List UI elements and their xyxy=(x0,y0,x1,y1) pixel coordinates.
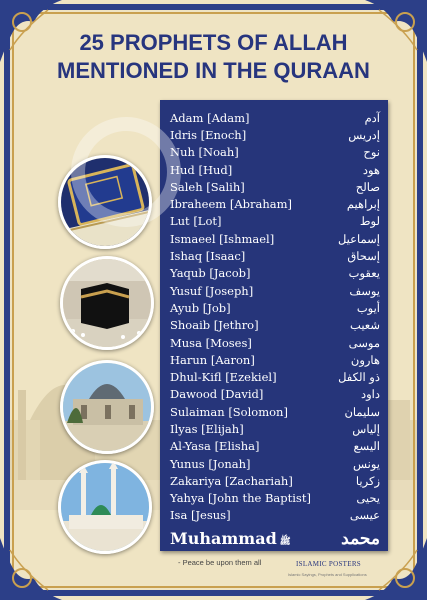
prophet-name-ar: شعيب xyxy=(350,318,380,333)
list-item xyxy=(170,403,380,420)
prophet-name-ar: اليسع xyxy=(353,439,380,454)
title-line-1: 25 PROPHETS OF ALLAH xyxy=(79,30,348,55)
prophet-name-en: Yunus [Jonah] xyxy=(170,456,251,471)
prophet-name-en xyxy=(170,529,291,549)
prophet-name-en: Sulaiman [Solomon] xyxy=(170,404,288,419)
prophet-name-en: Nuh [Noah] xyxy=(170,145,239,160)
list-item xyxy=(170,472,380,489)
prophet-name-en: Isa [Jesus] xyxy=(170,508,231,523)
list-item xyxy=(170,420,380,437)
prophet-name-en: Hud [Hud] xyxy=(170,162,233,177)
prophet-name-en: Yusuf [Joseph] xyxy=(170,283,254,298)
title-line-2: MENTIONED IN THE QURAAN xyxy=(57,58,370,83)
brand-logo: ISLAMIC POSTERS xyxy=(296,560,361,568)
prophet-name-ar: هود xyxy=(362,162,380,177)
list-item xyxy=(170,490,380,507)
prophet-name-en: Shoaib [Jethro] xyxy=(170,318,259,333)
prophet-name-ar: زكريا xyxy=(355,473,380,488)
prophet-name-ar: يونس xyxy=(352,456,380,471)
prophet-name-en: Yaqub [Jacob] xyxy=(170,266,251,281)
prophet-name-ar: يعقوب xyxy=(348,266,380,281)
prophet-name-ar: إسماعيل xyxy=(337,231,380,246)
prophet-name-en: Idris [Enoch] xyxy=(170,127,247,142)
prophet-name-en: Dhul-Kifl [Ezekiel] xyxy=(170,370,277,385)
prophet-name-ar: عيسى xyxy=(349,508,380,523)
prophet-name-en: Zakariya [Zachariah] xyxy=(170,473,293,488)
list-item xyxy=(170,299,380,316)
prophet-name-en: Lut [Lot] xyxy=(170,214,222,229)
list-item xyxy=(170,247,380,264)
prophet-name-ar: محمد xyxy=(341,529,380,550)
brand-subtitle: Islamic Sayings, Prophets and Supplications xyxy=(288,572,367,577)
pbuh-symbol: ﷺ xyxy=(279,537,291,548)
list-item xyxy=(170,144,380,161)
prophet-name-en: Musa [Moses] xyxy=(170,335,252,350)
green-dome-icon xyxy=(61,463,149,551)
list-item xyxy=(170,161,380,178)
prophet-name-ar: إلياس xyxy=(352,421,380,436)
prophet-name-ar: لوط xyxy=(359,214,380,229)
list-item xyxy=(170,455,380,472)
prophet-name-ar: ذو الكفل xyxy=(338,370,380,385)
corner-ornament-icon xyxy=(0,538,62,600)
prophet-name-ar: موسى xyxy=(348,335,380,350)
prophet-name-en: Ilyas [Elijah] xyxy=(170,421,244,436)
list-item xyxy=(170,230,380,247)
mosque-dome-icon xyxy=(63,363,151,451)
poster-title xyxy=(30,29,397,85)
prophet-name-ar: أيوب xyxy=(356,300,380,315)
prophet-name-ar: هارون xyxy=(350,352,380,367)
prophet-name-ar: إدريس xyxy=(348,127,380,142)
list-item xyxy=(170,368,380,385)
prophet-name-en: Al-Yasa [Elisha] xyxy=(170,439,260,454)
prophet-name-ar: سليمان xyxy=(344,404,380,419)
list-item xyxy=(170,282,380,299)
list-item xyxy=(170,265,380,282)
prophet-name-ar: يحيى xyxy=(356,491,380,506)
prophet-name-en: Harun [Aaron] xyxy=(170,352,255,367)
prophet-name-ar: يوسف xyxy=(349,283,380,298)
list-item xyxy=(170,438,380,455)
prophet-name-ar: آدم xyxy=(364,110,380,125)
prophet-name-ar: نوح xyxy=(363,145,380,160)
list-item xyxy=(170,507,380,524)
prophet-name-en: Yahya [John the Baptist] xyxy=(170,491,311,506)
dome-of-rock-image xyxy=(60,360,154,454)
peace-footnote: - Peace be upon them all xyxy=(178,558,262,567)
list-item xyxy=(170,386,380,403)
prophets-mosque-image xyxy=(58,460,152,554)
prophet-name-ar: إسحاق xyxy=(347,249,380,264)
list-item xyxy=(170,195,380,212)
prophet-name-en: Saleh [Salih] xyxy=(170,179,245,194)
list-item-muhammad xyxy=(170,527,380,551)
list-item xyxy=(170,109,380,126)
list-item xyxy=(170,126,380,143)
list-item xyxy=(170,317,380,334)
list-item xyxy=(170,213,380,230)
prophet-name-ar: صالح xyxy=(355,179,380,194)
prophet-name-en: Ayub [Job] xyxy=(170,300,231,315)
prophet-name-en: Dawood [David] xyxy=(170,387,264,402)
muhammad-name: Muhammad xyxy=(170,529,277,549)
kaaba-image xyxy=(60,256,154,350)
prophets-list xyxy=(170,109,380,551)
list-item xyxy=(170,351,380,368)
list-item xyxy=(170,334,380,351)
prophet-name-en: Adam [Adam] xyxy=(170,110,250,125)
kaaba-icon xyxy=(63,259,151,347)
prophet-name-ar: إبراهيم xyxy=(346,197,380,212)
prophet-name-en: Ismaeel [Ishmael] xyxy=(170,231,275,246)
prophet-name-ar: داود xyxy=(361,387,380,402)
prophet-name-en: Ibraheem [Abraham] xyxy=(170,197,292,212)
prophet-name-en: Ishaq [Isaac] xyxy=(170,249,246,264)
list-item xyxy=(170,178,380,195)
